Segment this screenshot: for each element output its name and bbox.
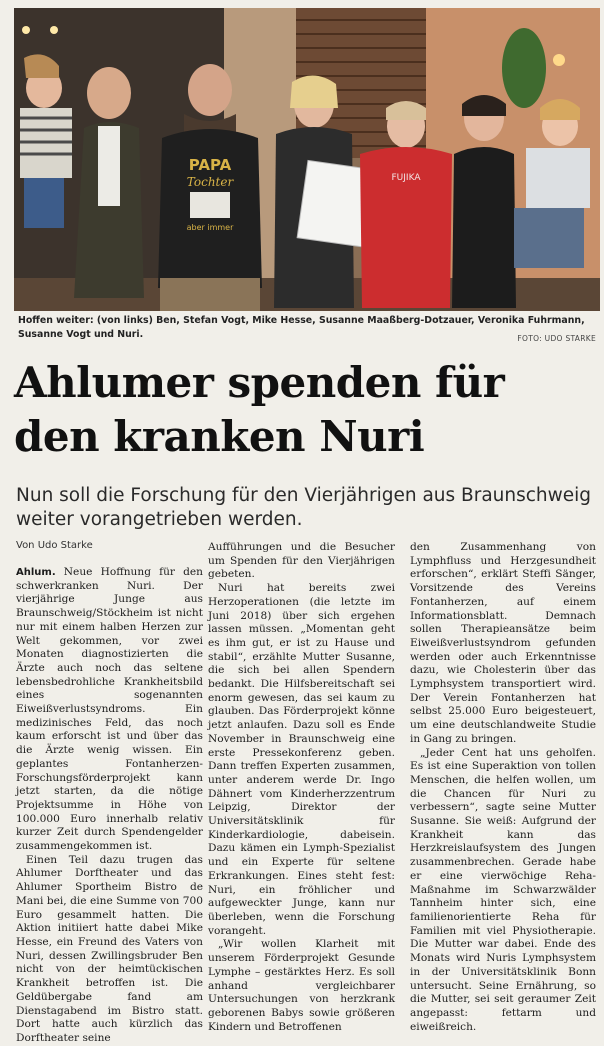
- shirt-text-tochter: Tochter: [186, 175, 234, 189]
- paragraph: „Jeder Cent hat uns geholfen. Es ist eine Superaktion von tollen Menschen, die helfen wollen, um die Chancen für Nuri zu verbessern“, sagte seine Mutter Susanne. Sie weiß: Aufgrund der Krankheit kann das Herzkreislaufsystem des Jungen zusammenbrechen. Gerade habe er eine vierwöchige Reha-Maßnahme im Schwarzwälder Tannheim hinter sich, eine familienorientierte Reha für Familien mit viel Physiotherapie. Die Mutter war dabei. Ende des Monats wird Nuris Lymphsystem in der Universitätsklinik Bonn untersucht. Seine Ernährung, so die Mutter, sei seit geraumer Zeit angepasst: fettarm und eiweißreich.: [410, 746, 596, 1033]
- article-column-1: [16, 566, 203, 1046]
- dateline: Ahlum.: [16, 567, 56, 578]
- paragraph: „Wir wollen Klarheit mit unserem Förderprojekt Gesunde Lymphe – gestärktes Herz. Es soll anhand vergleichbarer Untersuchungen von herzkrank geborenen Babys sowie größeren Kindern und Betroffenen: [208, 938, 395, 1033]
- article-subheadline: Nun soll die Forschung für den Vierjährigen aus Braunschweig weiter vorangetrieben werden.: [16, 485, 592, 530]
- article-headline: [14, 356, 594, 464]
- shirt-text-aber-immer: aber immer: [186, 223, 234, 232]
- headline-line-1: Ahlumer spenden für: [14, 358, 505, 407]
- shirt-text-papa: PAPA: [188, 156, 232, 174]
- paragraph-text: Neue Hoffnung für den schwerkranken Nuri. Der vierjährige Junge aus Braunschweig/Stöckheim ist nicht nur mit einem halben Herzen zur Welt gekommen, vor zwei Monaten diagnostizierten die Ärzte auch noch das seltene lebensbedrohliche Krankheitsbild eines sogenannten Eiweißverlustsyndroms. Ein medizinisches Feld, das noch kaum erforscht ist und über das die Ärzte wenig wissen. Ein geplantes Fontanherzen-Forschungsförderprojekt kann jetzt starten, da die nötige Projektsumme in Höhe von 100.000 Euro innerhalb relativ kurzer Zeit durch Spendengelder zusammengekommen ist.: [16, 566, 203, 853]
- paragraph: Nuri hat bereits zwei Herzoperationen (die letzte im Juni 2018) über sich ergehen lassen müssen. „Momentan geht es ihm gut, er ist zu Hause und stabil“, erzählte Mutter Susanne, die sich bei allen Spendern bedankt. Die Hilfsbereitschaft sei enorm gewesen, das sei kaum zu glauben. Das Förderprojekt könne jetzt anlaufen. Dazu soll es Ende November in Braunschweig eine erste Pressekonferenz geben. Dann treffen Experten zusammen, unter anderem werde Dr. Ingo Dähnert vom Kinderherzzentrum Leipzig, Direktor der Universitätsklinik für Kinderkardiologie, dabeisein. Dazu kämen ein Lymph-Spezialist und ein Experte für seltene Erkrankungen. Eines steht fest: Nuri, ein fröhlicher und aufgeweckter Junge, kann nur überleben, wenn die Forschung vorangeht.: [208, 582, 395, 937]
- paragraph: den Zusammenhang von Lymphfluss und Herzgesundheit erforschen“, erklärt Steffi Sänger, Vorsitzende des Vereins Fontanherzen, auf einem Informationsblatt. Demnach sollen Therapieansätze beim Eiweißverlustsyndrom gefunden werden oder auch Erkenntnisse dazu, wie Cholesterin über das Lymphsystem transportiert wird. Der Verein Fontanherzen hat selbst 25.000 Euro beigesteuert, um eine deutschlandweite Studie in Gang zu bringen.: [410, 541, 596, 745]
- group-photo-illustration: [14, 8, 600, 311]
- paragraph: Aufführungen und die Besucher um Spenden für den Vierjährigen gebeten.: [208, 541, 395, 581]
- photo-caption: [18, 314, 598, 342]
- headline-line-2: den kranken Nuri: [14, 412, 425, 461]
- article-photo: [14, 8, 600, 311]
- paragraph: [16, 566, 203, 854]
- photo-credit: FOTO: UDO STARKE: [517, 334, 596, 343]
- article-column-2: [208, 541, 395, 1034]
- caption-lead: Hoffen weiter:: [18, 315, 94, 326]
- paragraph: Einen Teil dazu trugen das Ahlumer Dorftheater und das Ahlumer Sportheim Bistro de Mani bei, die eine Summe von 700 Euro gesammelt hatten. Die Aktion initiiert hatte dabei Mike Hesse, ein Freund des Vaters von Nuri, dessen Zwillingsbruder Ben nicht von der heimtückischen Krankheit betroffen ist. Die Geldübergabe fand am Dienstagabend im Bistro statt. Dort hatte auch kürzlich das Dorftheater seine: [16, 853, 203, 1044]
- article-column-3: [410, 541, 596, 1034]
- caption-text: (von links) Ben, Stefan Vogt, Mike Hesse, Susanne Maaßberg-Dotzauer, Veronika Fuhrmann, Susanne Vogt und Nuri.: [18, 315, 585, 340]
- article-byline: Von Udo Starke: [16, 540, 93, 551]
- sweater-text: FUJIKA: [391, 173, 421, 183]
